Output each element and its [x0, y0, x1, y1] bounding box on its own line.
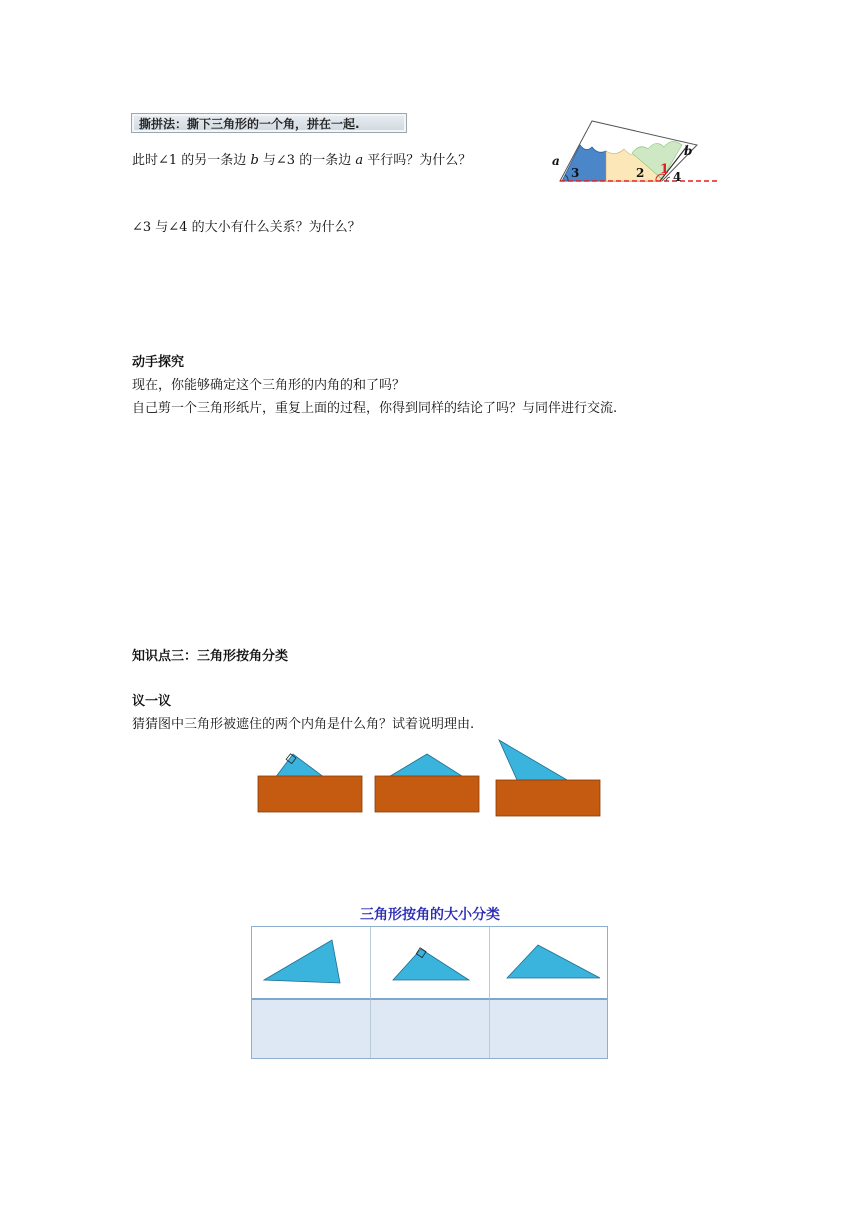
torn-angle-figure [552, 115, 717, 190]
table-cell-right [371, 927, 490, 1000]
cover-block-2 [375, 776, 479, 812]
explore-heading: 动手探究 [132, 355, 185, 370]
discuss-heading: 议一议 [132, 694, 172, 709]
classification-table [251, 926, 608, 1059]
label-1: 1 [660, 162, 670, 177]
label-2: 2 [636, 166, 645, 180]
label-3: 3 [571, 166, 580, 180]
cover-block-3 [496, 780, 600, 816]
label-b: b [684, 144, 693, 158]
method-label: 撕拼法：撕下三角形的一个角，拼在一起. [131, 113, 407, 133]
table-answer-cell-3[interactable] [490, 1000, 607, 1058]
label-a: a [552, 154, 560, 168]
table-answer-cell-2[interactable] [371, 1000, 490, 1058]
covered-triangle-obtuse [496, 740, 600, 816]
table-cell-acute [490, 927, 607, 1000]
explore-line-1: 现在，你能够确定这个三角形的内角的和了吗？ [132, 378, 406, 393]
explore-line-2: 自己剪一个三角形纸片，重复上面的过程，你得到同样的结论了吗？与同伴进行交流. [132, 401, 618, 416]
classification-table-title: 三角形按角的大小分类 [360, 907, 500, 923]
discuss-question: 猜猜图中三角形被遮住的两个内角是什么角？试着说明理由. [132, 717, 475, 732]
covered-triangles-figure [255, 738, 605, 818]
cover-block-1 [258, 776, 362, 812]
knowledge-3-heading: 知识点三：三角形按角分类 [132, 649, 289, 664]
question-parallel: 此时∠1 的另一条边 b 与∠3 的一条边 a 平行吗？为什么？ [132, 153, 472, 168]
label-4: 4 [673, 170, 682, 184]
acute-triangle [490, 927, 607, 1000]
obtuse-triangle [252, 927, 371, 1000]
covered-triangle-acute [375, 754, 479, 812]
question-angle-relation: ∠3 与∠4 的大小有什么关系？为什么？ [132, 220, 361, 235]
table-cell-obtuse [252, 927, 371, 1000]
covered-triangle-right [258, 754, 362, 812]
right-triangle [371, 927, 490, 1000]
table-answer-cell-1[interactable] [252, 1000, 371, 1058]
